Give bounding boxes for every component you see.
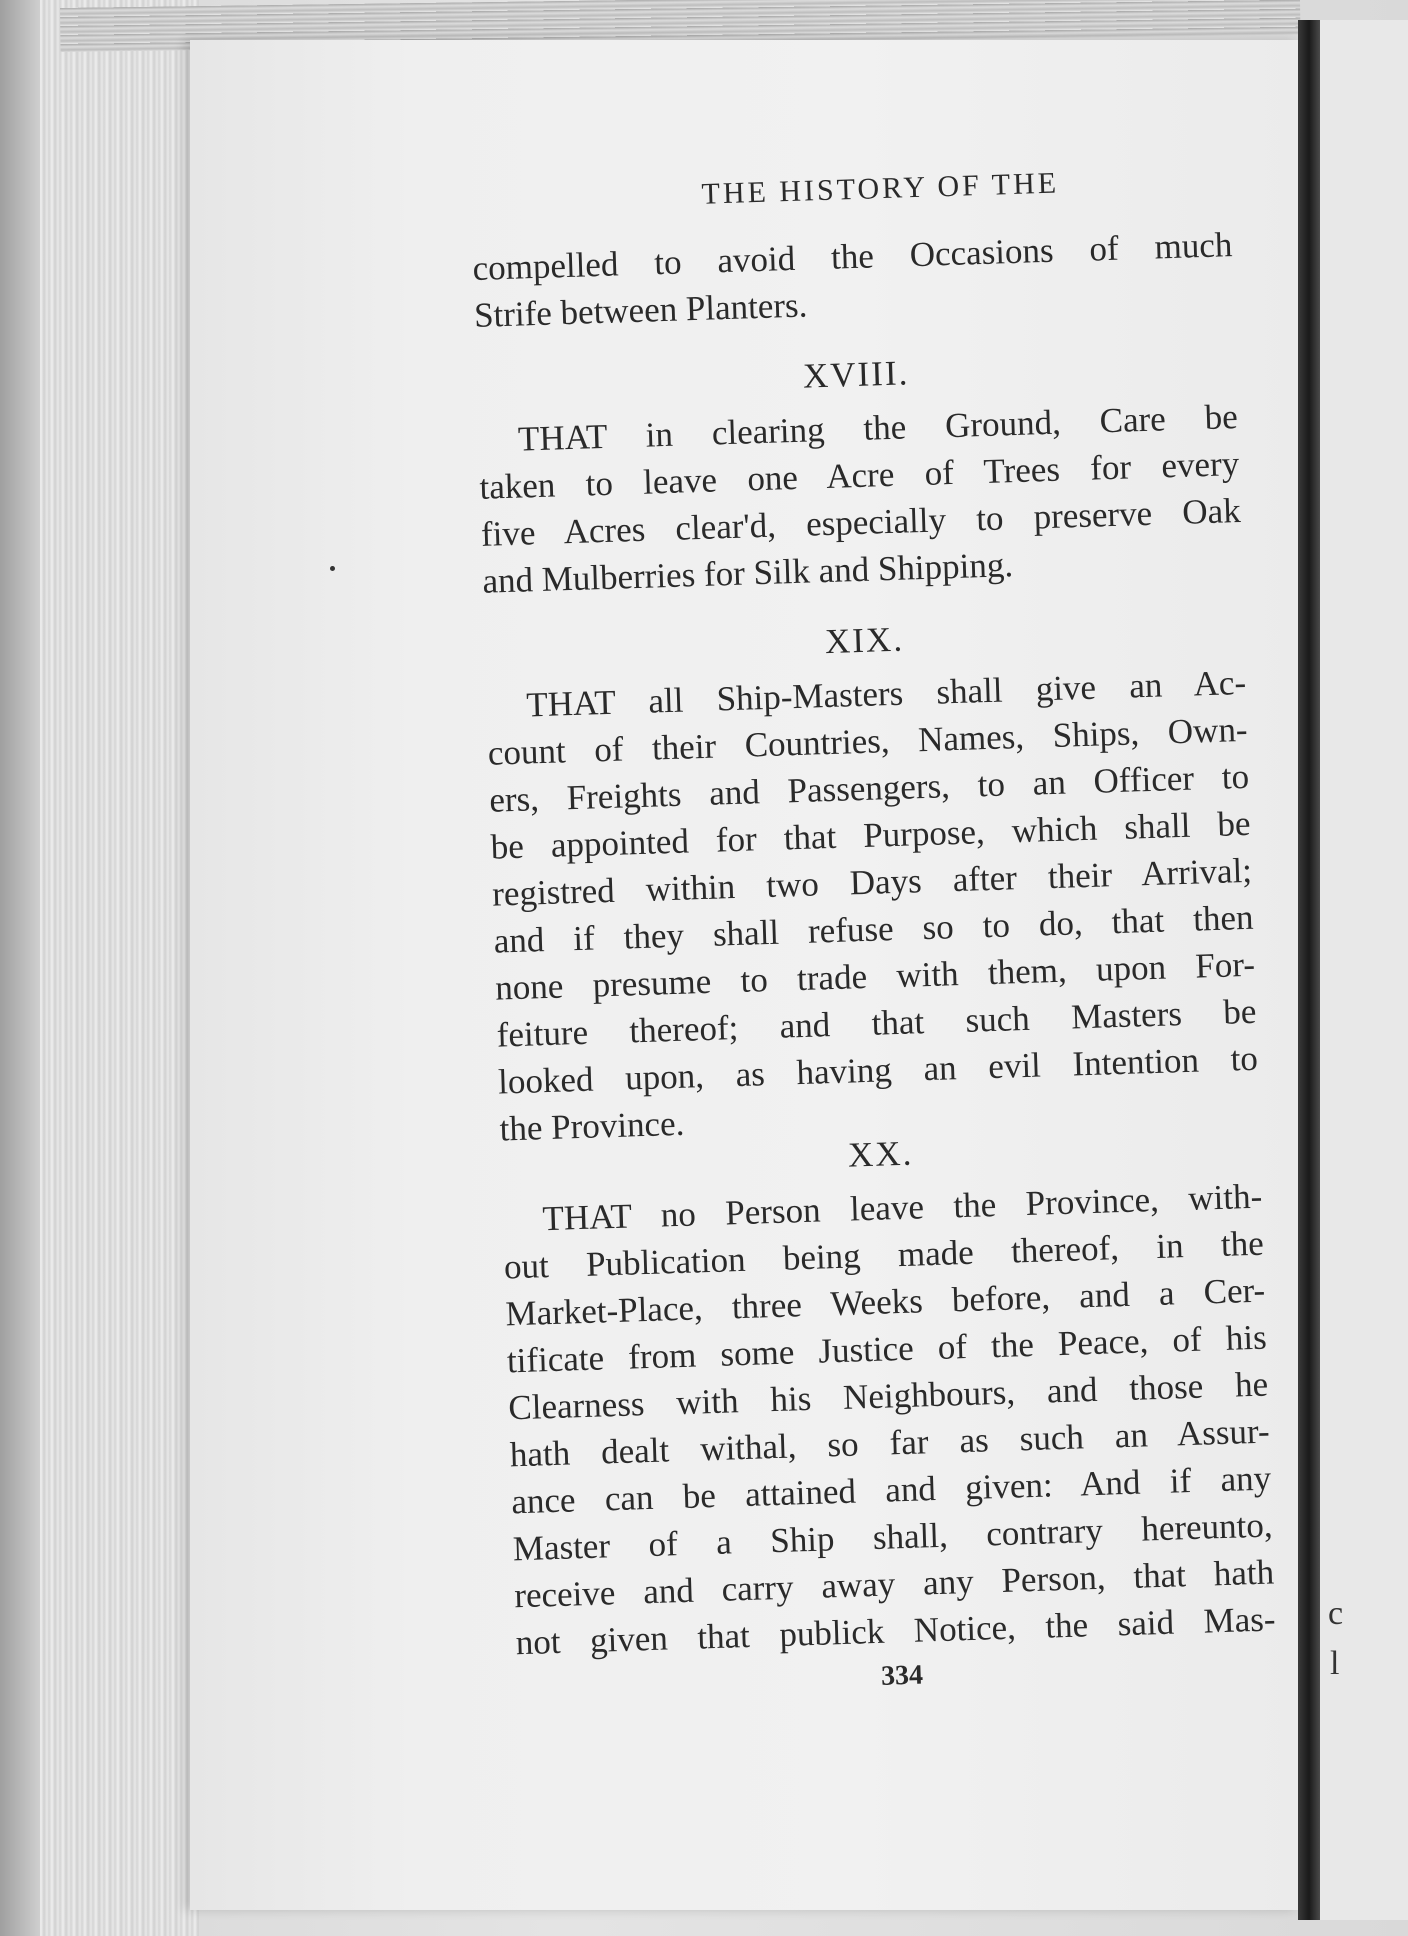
section-paragraph-xviii [477, 393, 1243, 605]
running-head: THE HISTORY OF THE [701, 166, 1060, 211]
text-line: THAT in clearing the Ground, Care be [517, 397, 1239, 459]
text-line: Clearness with his Neighbours, and those he [507, 1364, 1269, 1428]
text-line: Master of a Ship shall, contrary hereunto, [512, 1505, 1274, 1569]
book-gutter [1298, 20, 1320, 1920]
text-line: none presume to trade with them, upon For- [494, 944, 1256, 1008]
intro-paragraph [472, 221, 1235, 339]
text-line: be appointed for that Purpose, which shall be [490, 803, 1252, 867]
section-heading-xx: XX. [847, 1133, 914, 1175]
page-text [470, 161, 1277, 1704]
text-line: registred within two Days after their Arrival; [491, 850, 1253, 914]
text-line: Market-Place, three Weeks before, and a Cer- [504, 1270, 1266, 1334]
page-number: 334 [880, 1659, 924, 1692]
text-line: feiture thereof; and that such Masters be [496, 991, 1257, 1055]
text-line: the Province. [499, 1103, 685, 1149]
text-line: out Publication being made thereof, in the [503, 1223, 1265, 1287]
page-edge-shadow [0, 0, 40, 1936]
section-paragraph-xix [486, 659, 1260, 1153]
text-line: THAT all Ship-Masters shall give an Ac- [525, 662, 1247, 725]
text-line: and Mulberries for Silk and Shipping. [481, 545, 1014, 601]
text-line: five Acres clear'd, especially to preserve Oak [480, 490, 1242, 554]
text-line: ance can be attained and given: And if any [510, 1458, 1272, 1522]
text-line: hath dealt withal, so far as such an Assur- [509, 1411, 1271, 1475]
text-line: compelled to avoid the Occasions of much [472, 225, 1233, 288]
text-line: not given that publick Notice, the said Mas- [515, 1599, 1277, 1663]
text-line: Strife between Planters. [473, 285, 808, 335]
text-line: receive and carry away any Person, that hath [513, 1552, 1275, 1616]
section-heading-xviii: XVIII. [802, 353, 910, 396]
text-line: looked upon, as having an evil Intention to [497, 1038, 1259, 1102]
facing-page-fragment: l [1330, 1645, 1340, 1682]
section-heading-xix: XIX. [824, 619, 905, 662]
text-line: taken to leave one Acre of Trees for every [478, 443, 1240, 507]
text-line: THAT no Person leave the Province, with- [541, 1176, 1263, 1239]
ink-speck [330, 566, 335, 571]
text-line: count of their Countries, Names, Ships, Own- [487, 709, 1249, 773]
facing-page-sliver [1320, 20, 1408, 1920]
section-paragraph-xx [502, 1173, 1276, 1667]
text-line: ers, Freights and Passengers, to an Officer to [488, 756, 1250, 820]
text-line: and if they shall refuse so to do, that then [493, 897, 1254, 961]
facing-page-fragment: c [1328, 1595, 1344, 1632]
text-line: tificate from some Justice of the Peace, of his [506, 1317, 1268, 1381]
